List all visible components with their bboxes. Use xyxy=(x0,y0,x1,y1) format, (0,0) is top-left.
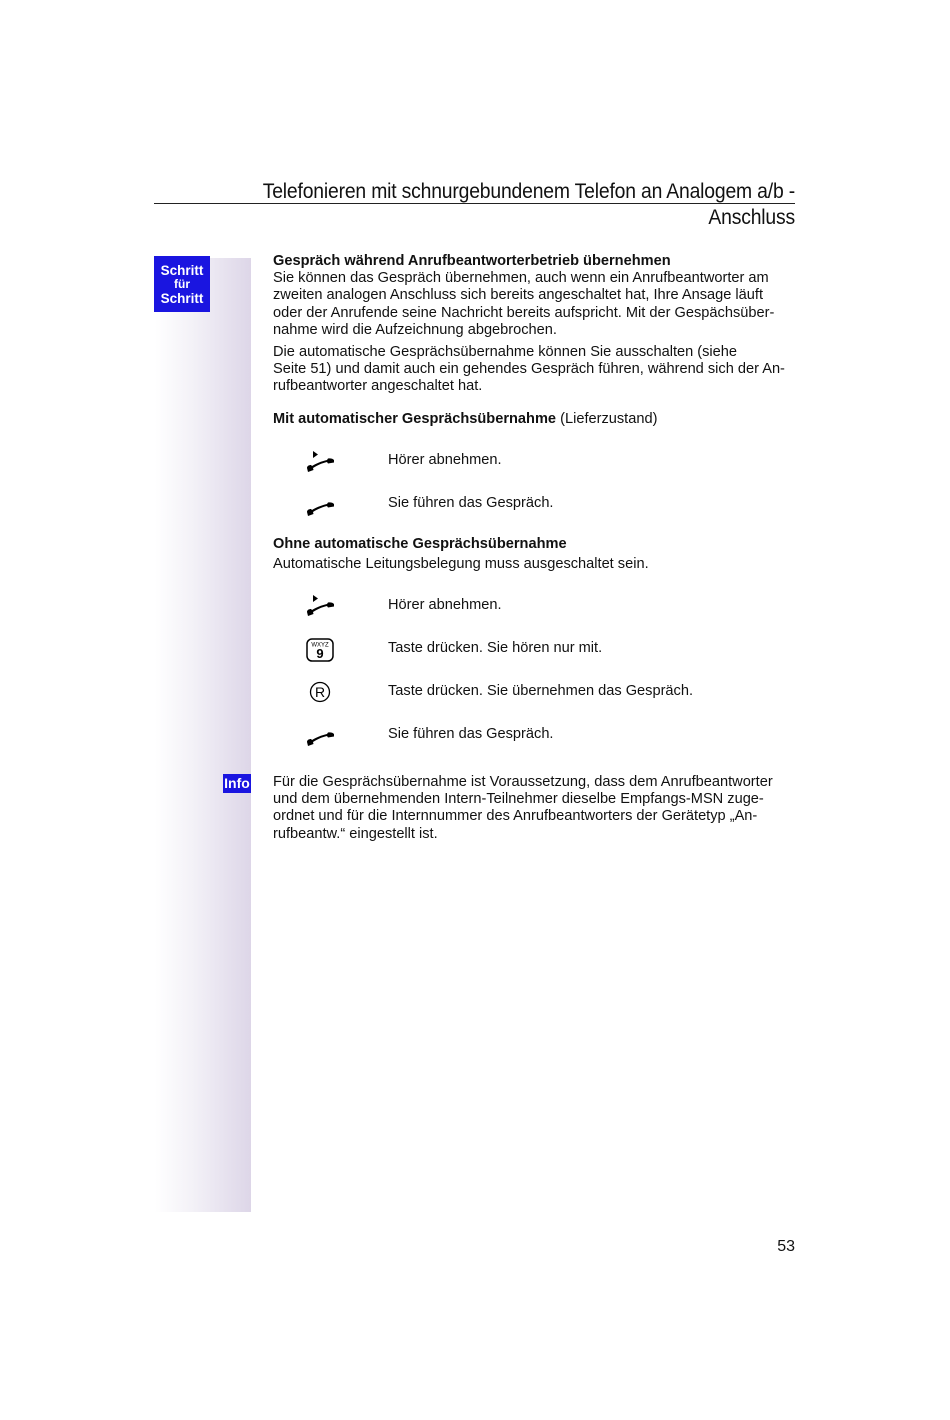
key-9-digit: 9 xyxy=(316,646,324,661)
badge-line-2: für xyxy=(174,276,190,291)
section-heading: Gespräch während Anrufbeantworterbetrieb übernehmen xyxy=(273,253,671,269)
badge-line-3: Schritt xyxy=(160,290,204,306)
info-text: Für die Gesprächsübernahme ist Voraussetzung, dass dem Anrufbeantworter und dem übernehmenden Intern-Teilnehmer dieselbe Empfangs-MSN zuge- ordnet und für die Internnummer des Anrufbeantworters der Gerätetyp „An- rufbeantw.“ eingestellt ist. xyxy=(273,774,773,842)
paragraph-2: Die automatische Gesprächsübernahme können Sie ausschalten (siehe Seite 51) und damit auch ein gehendes Gespräch führen, während sich der An- rufbeantworter angeschaltet hat. xyxy=(273,344,785,395)
handset-talk-icon xyxy=(300,720,340,750)
paragraph-1: Sie können das Gespräch übernehmen, auch wenn ein Anrufbeantworter am zweiten analogen Anschluss sich bereits angeschaltet hat, Ihre Ansage läuft oder der Anrufende seine Nachricht bereits aufspricht. Mit der Gespächsüber- nahme wird die Aufzeichnung abgebrochen. xyxy=(273,270,775,338)
header-rule xyxy=(154,203,795,204)
badge-line-1: Schritt xyxy=(160,262,204,278)
section-takeover-intro xyxy=(273,253,798,396)
step-text: Sie führen das Gespräch. xyxy=(388,726,554,742)
section-without-auto-takeover xyxy=(273,536,798,573)
page-number: 53 xyxy=(777,1238,795,1255)
section-subtext: Automatische Leitungsbelegung muss ausgeschaltet sein. xyxy=(273,556,649,573)
handset-lift-icon xyxy=(300,590,340,620)
section-with-auto-takeover-heading xyxy=(273,411,798,428)
key-9-letters: WXYZ xyxy=(311,642,329,649)
step-text: Hörer abnehmen. xyxy=(388,597,502,613)
handset-talk-icon xyxy=(300,490,340,520)
info-badge: Info xyxy=(224,775,250,791)
step-text: Taste drücken. Sie übernehmen das Gespräch. xyxy=(388,683,694,699)
section-heading: Ohne automatische Gesprächsübernahme xyxy=(273,536,567,552)
key-9-icon xyxy=(300,635,340,665)
section-heading: Mit automatischer Gesprächsübernahme xyxy=(273,411,557,427)
step-text: Sie führen das Gespräch. xyxy=(388,495,554,511)
handset-lift-icon xyxy=(300,446,340,476)
step-by-step-sidebar xyxy=(155,258,251,1212)
step-by-step-badge xyxy=(154,256,210,312)
section-heading-note: (Lieferzustand) xyxy=(560,411,658,427)
page-header-title: Telefonieren mit schnurgebundenem Telefon an Analogem a/b - Anschluss xyxy=(262,179,796,229)
key-r-icon xyxy=(300,677,340,707)
step-text: Taste drücken. Sie hören nur mit. xyxy=(388,640,603,656)
key-r-label: R xyxy=(314,684,326,700)
step-text: Hörer abnehmen. xyxy=(388,452,502,468)
